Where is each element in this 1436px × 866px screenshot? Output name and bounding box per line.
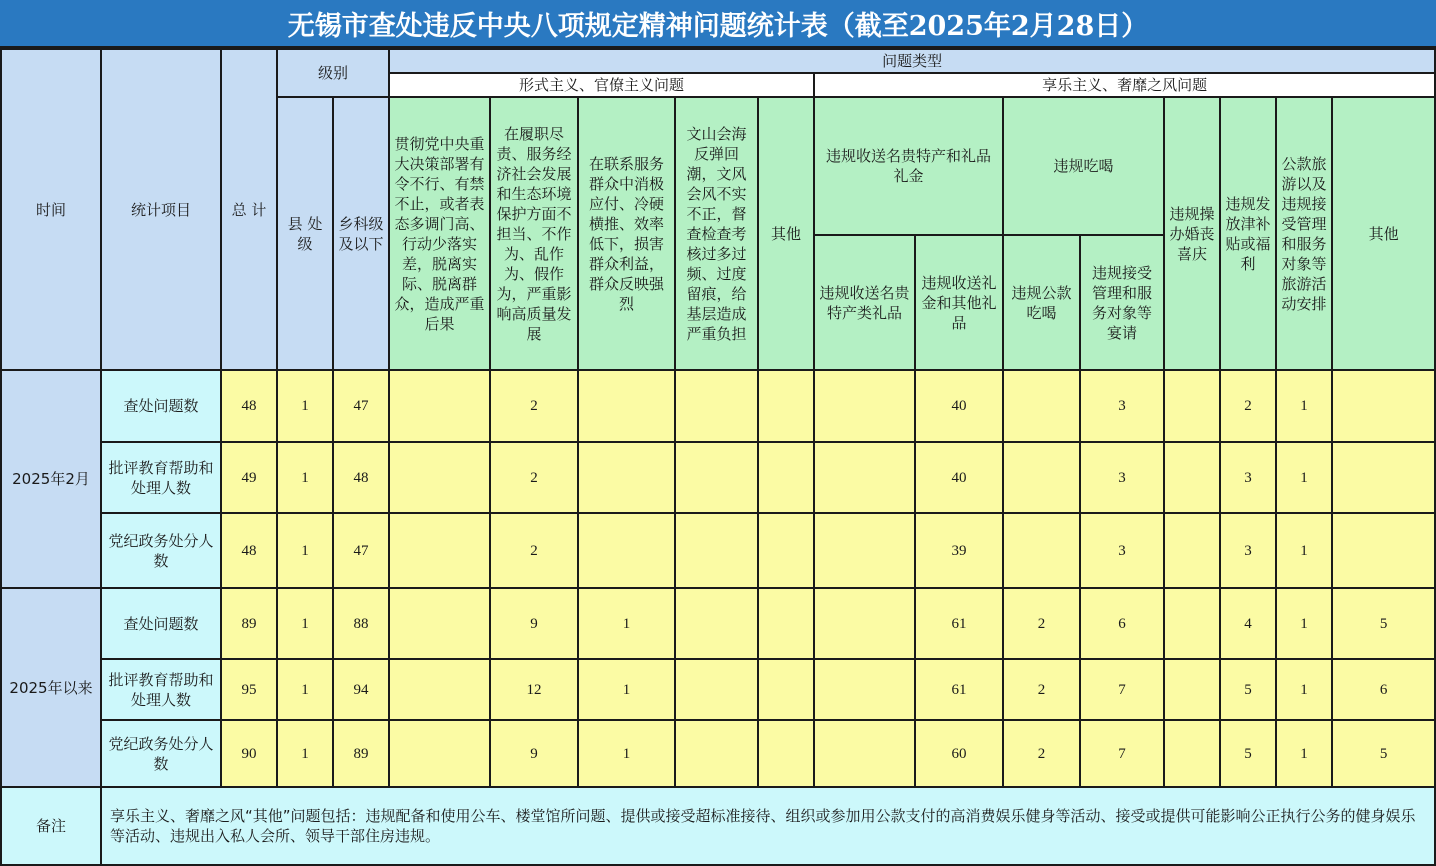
value-cell: 60: [915, 720, 1003, 787]
header-hedonism-other: 其他: [1332, 97, 1435, 370]
value-cell: 1: [277, 659, 333, 720]
header-accept-banquet: 违规接受管理和服务对象等宴请: [1080, 235, 1164, 370]
value-cell: [1332, 370, 1435, 442]
value-cell: 2: [1220, 370, 1276, 442]
table-row: [1, 720, 1435, 787]
table-row: [1, 588, 1435, 659]
value-cell: 1: [277, 370, 333, 442]
value-cell: 1: [277, 442, 333, 513]
value-cell: [389, 588, 490, 659]
value-cell: 2: [490, 513, 578, 588]
value-cell: 2: [490, 442, 578, 513]
table-row: [1, 513, 1435, 588]
value-cell: 3: [1080, 442, 1164, 513]
header-time: 时间: [1, 49, 101, 370]
value-cell: 47: [333, 513, 389, 588]
header-formalism-col-4: 文山会海反弹回潮，文风会风不实不正，督查检查考核过多过频、过度留痕，给基层造成严重负担: [675, 97, 758, 370]
value-cell: 3: [1220, 442, 1276, 513]
value-cell: [389, 659, 490, 720]
value-cell: [1332, 442, 1435, 513]
value-cell: [675, 370, 758, 442]
value-cell: 61: [915, 588, 1003, 659]
value-cell: 1: [578, 720, 675, 787]
value-cell: [814, 588, 915, 659]
value-cell: 95: [221, 659, 277, 720]
value-cell: 3: [1080, 370, 1164, 442]
value-cell: 89: [333, 720, 389, 787]
value-cell: [814, 370, 915, 442]
header-item: 统计项目: [101, 49, 221, 370]
data-body: [1, 370, 1435, 787]
value-cell: [814, 513, 915, 588]
value-cell: [758, 370, 814, 442]
item-cell: 查处问题数: [101, 370, 221, 442]
value-cell: [1164, 659, 1220, 720]
header-wedding: 违规操办婚丧喜庆: [1164, 97, 1220, 370]
value-cell: [814, 720, 915, 787]
header-gift-specialty: 违规收送名贵特产类礼品: [814, 235, 915, 370]
value-cell: 49: [221, 442, 277, 513]
value-cell: 1: [1276, 720, 1332, 787]
value-cell: 5: [1220, 720, 1276, 787]
header-formalism: 形式主义、官僚主义问题: [389, 73, 814, 97]
value-cell: 7: [1080, 659, 1164, 720]
value-cell: 48: [333, 442, 389, 513]
value-cell: 1: [277, 513, 333, 588]
value-cell: [1164, 513, 1220, 588]
period-cell: 2025年以来: [1, 588, 101, 787]
value-cell: [1164, 370, 1220, 442]
item-cell: 查处问题数: [101, 588, 221, 659]
header-public-dining: 违规公款吃喝: [1003, 235, 1080, 370]
value-cell: 6: [1080, 588, 1164, 659]
value-cell: 9: [490, 720, 578, 787]
value-cell: 40: [915, 442, 1003, 513]
item-cell: 党纪政务处分人数: [101, 513, 221, 588]
header-subsidy: 违规发放津补贴或福利: [1220, 97, 1276, 370]
value-cell: 4: [1220, 588, 1276, 659]
value-cell: 3: [1080, 513, 1164, 588]
value-cell: 1: [578, 588, 675, 659]
value-cell: [1003, 370, 1080, 442]
table-row: [1, 442, 1435, 513]
header-formalism-col-1: 贯彻党中央重大决策部署有令不行、有禁不止，或者表态多调门高、行动少落实差，脱离实际、脱离群众，造成严重后果: [389, 97, 490, 370]
value-cell: 90: [221, 720, 277, 787]
value-cell: [675, 513, 758, 588]
value-cell: [758, 513, 814, 588]
value-cell: [578, 442, 675, 513]
period-cell: 2025年2月: [1, 370, 101, 588]
value-cell: 48: [221, 513, 277, 588]
header-formalism-other: 其他: [758, 97, 814, 370]
value-cell: [814, 659, 915, 720]
value-cell: 47: [333, 370, 389, 442]
item-cell: 党纪政务处分人数: [101, 720, 221, 787]
header-total: 总 计: [221, 49, 277, 370]
value-cell: [1332, 513, 1435, 588]
header-formalism-col-2: 在履职尽责、服务经济社会发展和生态环境保护方面不担当、不作为、乱作为、假作为，严重影响高质量发展: [490, 97, 578, 370]
value-cell: [758, 720, 814, 787]
value-cell: 2: [1003, 588, 1080, 659]
value-cell: [758, 659, 814, 720]
stats-table: [0, 48, 1436, 866]
value-cell: [1003, 513, 1080, 588]
value-cell: [389, 720, 490, 787]
value-cell: 1: [1276, 513, 1332, 588]
value-cell: 9: [490, 588, 578, 659]
value-cell: [1003, 442, 1080, 513]
value-cell: [758, 588, 814, 659]
value-cell: [675, 588, 758, 659]
table-row: [1, 370, 1435, 442]
value-cell: 5: [1332, 720, 1435, 787]
header-eating: 违规吃喝: [1003, 97, 1164, 235]
value-cell: 6: [1332, 659, 1435, 720]
value-cell: 40: [915, 370, 1003, 442]
value-cell: [578, 370, 675, 442]
table-row: [1, 659, 1435, 720]
value-cell: [389, 370, 490, 442]
value-cell: 1: [277, 720, 333, 787]
remark-text: 享乐主义、奢靡之风“其他”问题包括：违规配备和使用公车、楼堂馆所问题、提供或接受超标准接待、组织或参加用公款支付的高消费娱乐健身等活动、接受或提供可能影响公正执行公务的健身娱乐等活动、违规出入私人会所、领导干部住房违规。: [101, 787, 1435, 865]
value-cell: [675, 442, 758, 513]
value-cell: 2: [1003, 720, 1080, 787]
value-cell: [758, 442, 814, 513]
value-cell: [389, 442, 490, 513]
value-cell: 61: [915, 659, 1003, 720]
value-cell: 1: [277, 588, 333, 659]
value-cell: 5: [1332, 588, 1435, 659]
header-formalism-col-3: 在联系服务群众中消极应付、冷硬横推、效率低下，损害群众利益，群众反映强烈: [578, 97, 675, 370]
value-cell: 1: [1276, 370, 1332, 442]
header-gifts: 违规收送名贵特产和礼品礼金: [814, 97, 1003, 235]
header-gift-money: 违规收送礼金和其他礼品: [915, 235, 1003, 370]
value-cell: 2: [1003, 659, 1080, 720]
remark-label: 备注: [1, 787, 101, 865]
value-cell: 1: [1276, 659, 1332, 720]
value-cell: [389, 513, 490, 588]
value-cell: 2: [490, 370, 578, 442]
value-cell: [675, 659, 758, 720]
value-cell: 89: [221, 588, 277, 659]
value-cell: 5: [1220, 659, 1276, 720]
header-county-level: 县 处 级: [277, 97, 333, 370]
value-cell: [578, 513, 675, 588]
value-cell: 39: [915, 513, 1003, 588]
value-cell: [1164, 720, 1220, 787]
header-township-level: 乡科级及以下: [333, 97, 389, 370]
value-cell: 94: [333, 659, 389, 720]
value-cell: 1: [1276, 588, 1332, 659]
value-cell: 1: [578, 659, 675, 720]
value-cell: 3: [1220, 513, 1276, 588]
value-cell: [1164, 442, 1220, 513]
value-cell: 12: [490, 659, 578, 720]
header-travel: 公款旅游以及违规接受管理和服务对象等旅游活动安排: [1276, 97, 1332, 370]
header-level: 级别: [277, 49, 389, 97]
value-cell: [675, 720, 758, 787]
value-cell: 48: [221, 370, 277, 442]
header-hedonism: 享乐主义、奢靡之风问题: [814, 73, 1435, 97]
page-title: 无锡市查处违反中央八项规定精神问题统计表（截至2025年2月28日）: [0, 0, 1436, 48]
value-cell: 7: [1080, 720, 1164, 787]
value-cell: 1: [1276, 442, 1332, 513]
item-cell: 批评教育帮助和处理人数: [101, 442, 221, 513]
value-cell: 88: [333, 588, 389, 659]
header-problem-type: 问题类型: [389, 49, 1435, 73]
item-cell: 批评教育帮助和处理人数: [101, 659, 221, 720]
value-cell: [814, 442, 915, 513]
value-cell: [1164, 588, 1220, 659]
